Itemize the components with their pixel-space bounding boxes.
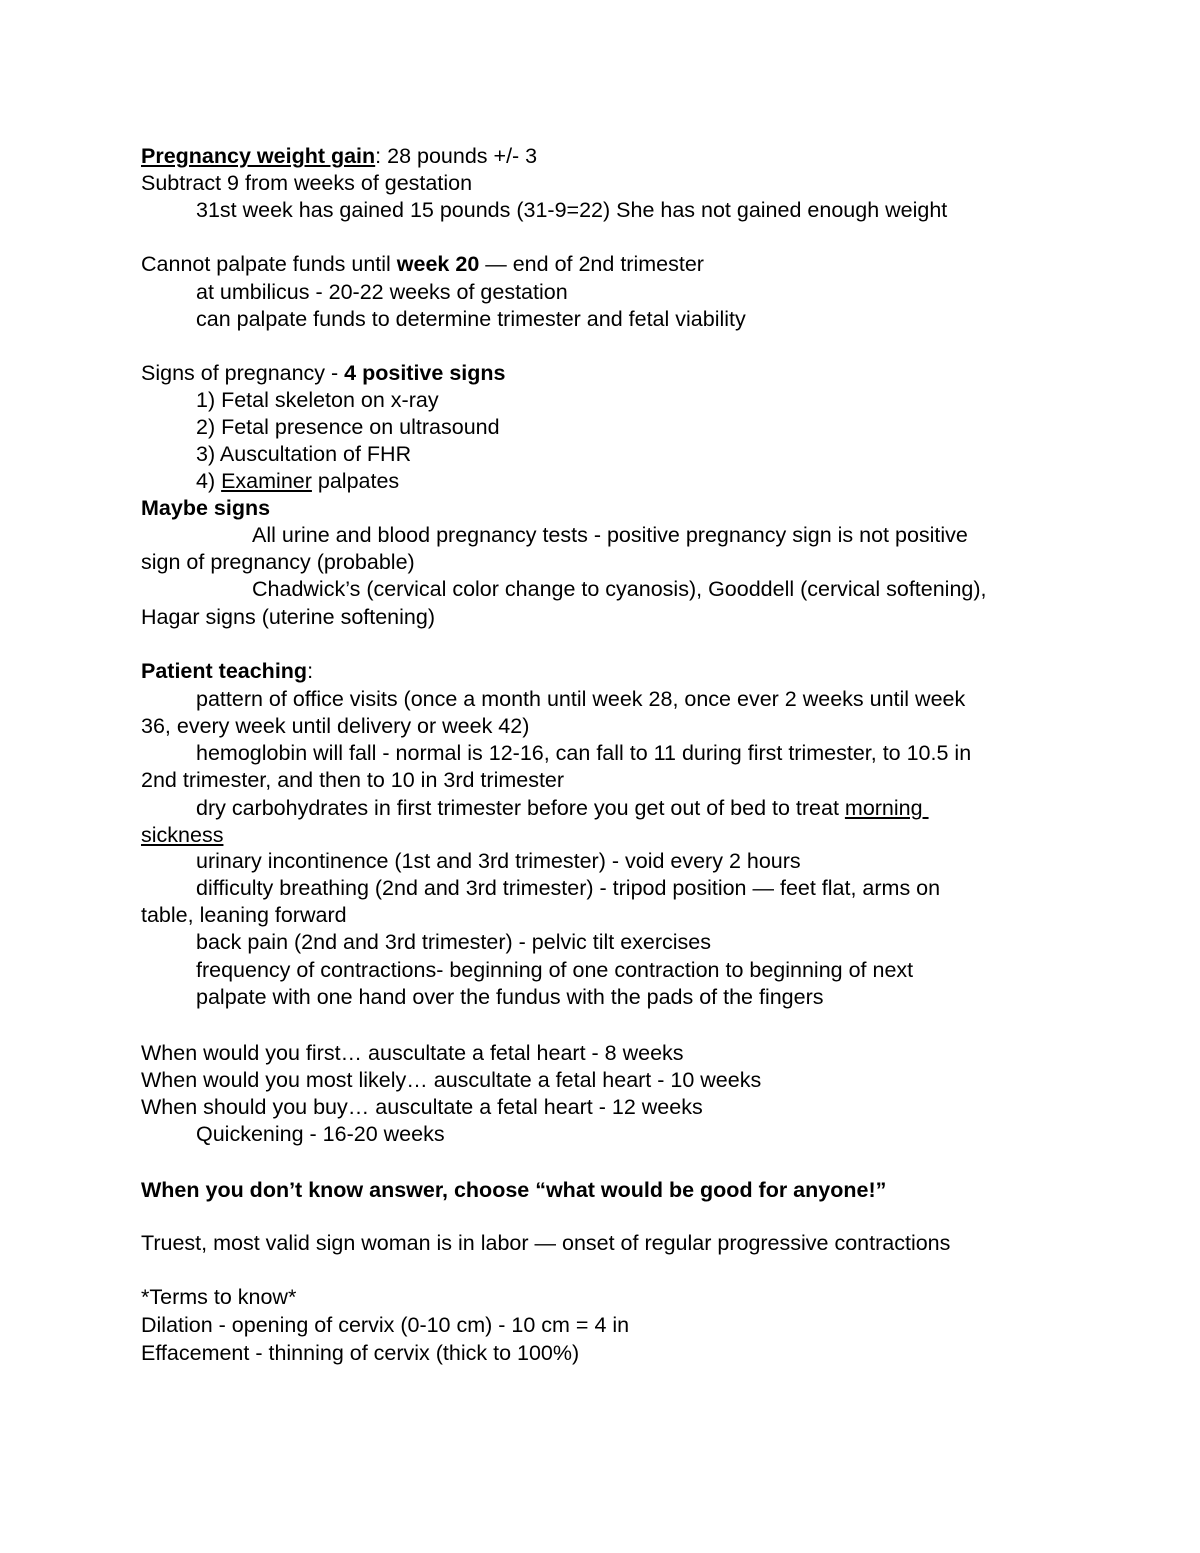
fundus-line-1 [141,251,704,278]
labor-line: Truest, most valid sign woman is in labor — onset of regular progressive contractions [141,1231,951,1255]
sign-item-4-rest: palpates [311,469,400,493]
maybe-p2-line-1: Chadwick’s (cervical color change to cyanosis), Gooddell (cervical softening), [252,577,987,601]
sign-item-2: 2) Fetal presence on ultrasound [196,415,500,439]
sign-item-3: 3) Auscultation of FHR [196,442,412,466]
sign-item-4-prefix: 4) [196,469,222,493]
teaching-visits-line-2: 36, every week until delivery or week 42) [141,714,530,738]
weight-subtract-line: Subtract 9 from weeks of gestation [141,171,473,195]
teaching-palpate-line: palpate with one hand over the fundus with the pads of the fingers [196,985,824,1009]
sign-item-1: 1) Fetal skeleton on x-ray [196,388,439,412]
teaching-carbs-underlined: morning [844,796,929,820]
fundus-week-bold: week 20 [396,252,480,276]
fhr-first-line: When would you first… auscultate a fetal heart - 8 weeks [141,1041,684,1065]
maybe-p1-line-2: sign of pregnancy (probable) [141,550,415,574]
weight-gain-value: : 28 pounds +/- 3 [375,144,538,168]
fhr-buy-line: When should you buy… auscultate a fetal heart - 12 weeks [141,1095,703,1119]
weight-example-line: 31st week has gained 15 pounds (31-9=22) She has not gained enough weight [196,198,948,222]
terms-dilation-line: Dilation - opening of cervix (0-10 cm) - 10 cm = 4 in [141,1313,630,1337]
teaching-colon: : [307,659,314,683]
teaching-carbs-text: dry carbohydrates in first trimester before you get out of bed to treat [196,796,845,820]
teaching-heading: Patient teaching [141,659,308,683]
fundus-text-b: — end of 2nd trimester [479,252,704,276]
sign-item-4 [196,468,399,495]
signs-positive-bold: 4 positive signs [344,361,506,385]
sign-item-4-underlined: Examiner [221,469,312,493]
fundus-line-2: at umbilicus - 20-22 weeks of gestation [196,280,568,304]
teaching-hgb-line-2: 2nd trimester, and then to 10 in 3rd trimester [141,768,565,792]
weight-gain-heading: Pregnancy weight gain [141,144,376,168]
teaching-contractions-line: frequency of contractions- beginning of one contraction to beginning of next [196,958,914,982]
quickening-line: Quickening - 16-20 weeks [196,1122,445,1146]
terms-heading: *Terms to know* [141,1285,297,1309]
teaching-back-line: back pain (2nd and 3rd trimester) - pelvic tilt exercises [196,930,712,954]
maybe-signs-heading: Maybe signs [141,496,271,520]
teaching-breathing-line-1: difficulty breathing (2nd and 3rd trimester) - tripod position — feet flat, arms on [196,876,941,900]
teaching-carbs-line-2: sickness [141,823,224,847]
terms-effacement-line: Effacement - thinning of cervix (thick to 100%) [141,1341,580,1365]
maybe-p2-line-2: Hagar signs (uterine softening) [141,605,435,629]
fundus-line-3: can palpate funds to determine trimester and fetal viability [196,307,746,331]
teaching-breathing-line-2: table, leaning forward [141,903,347,927]
maybe-p1-line-1: All urine and blood pregnancy tests - positive pregnancy sign is not positive [252,523,968,547]
fhr-likely-line: When would you most likely… auscultate a fetal heart - 10 weeks [141,1068,762,1092]
teaching-carbs-line-1 [196,795,929,822]
teaching-hgb-line-1: hemoglobin will fall - normal is 12-16, can fall to 11 during first trimester, to 10.5 in [196,741,972,765]
signs-intro-text: Signs of pregnancy - [141,361,345,385]
teaching-visits-line-1: pattern of office visits (once a month until week 28, once ever 2 weeks until week [196,687,966,711]
fundus-text-a: Cannot palpate funds until [141,252,397,276]
teaching-urinary-line: urinary incontinence (1st and 3rd trimester) - void every 2 hours [196,849,801,873]
weight-gain-line [141,143,537,170]
tip-line: When you don’t know answer, choose “what would be good for anyone!” [141,1178,887,1202]
signs-intro-line [141,360,505,387]
teaching-heading-line [141,658,313,685]
